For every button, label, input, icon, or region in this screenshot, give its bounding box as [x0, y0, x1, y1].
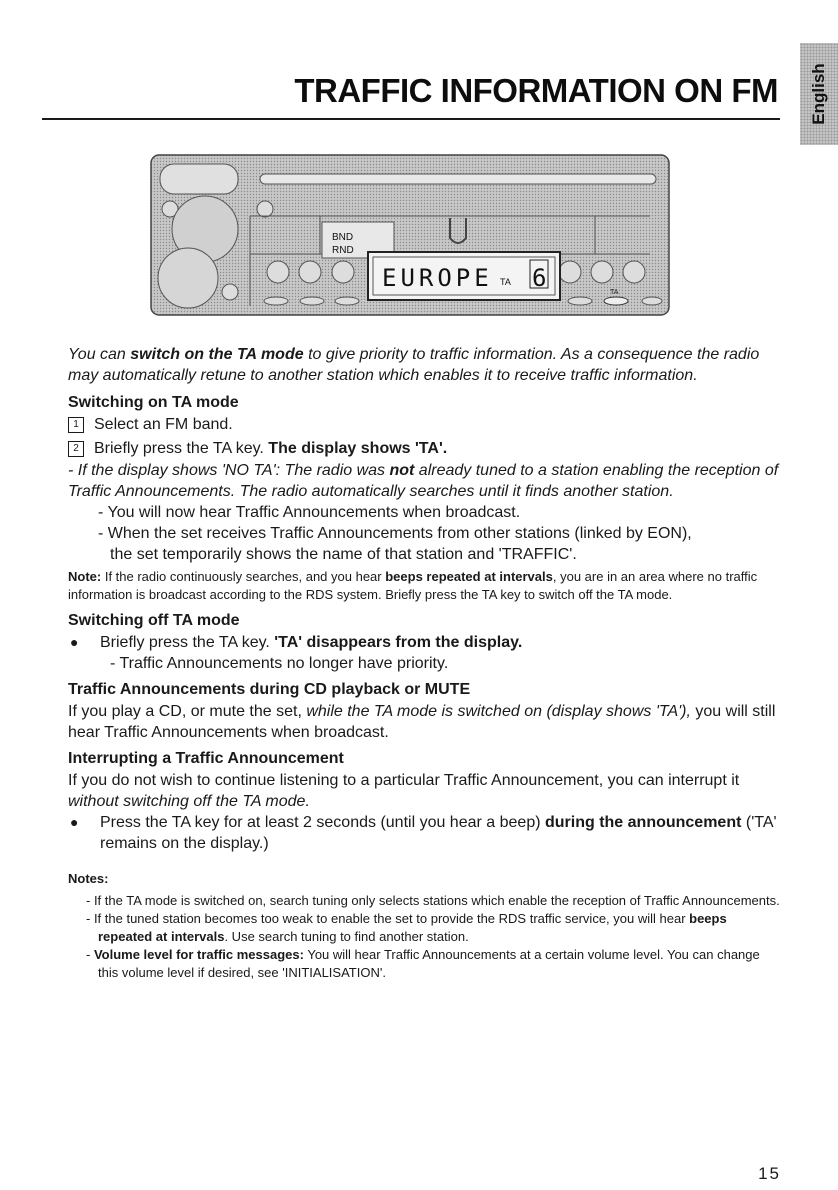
language-tab	[800, 43, 838, 145]
notes-heading: Notes:	[68, 871, 109, 886]
cd-mute-paragraph: If you play a CD, or mute the set, while the TA mode is switched on (display shows 'TA'), you will still hear Traffic Announcements when broadcast.	[68, 703, 776, 741]
rnd-label: RND	[332, 245, 354, 256]
note-paragraph: Note: If the radio continuously searches, and you hear beeps repeated at intervals, you are in an area where no traffic information is broadcast according to the RDS system. Briefly press the TA key to switch off the TA mode.	[68, 569, 758, 602]
intro-paragraph: You can switch on the TA mode to give priority to traffic information. As a consequence the radio may automatically retune to another station which enables it to receive traffic information.	[68, 346, 760, 384]
dash-item-eon-cont: the set temporarily shows the name of that station and 'TRAFFIC'.	[110, 546, 577, 563]
radio-illustration	[150, 154, 670, 316]
note-item-volume: - Volume level for traffic messages: You will hear Traffic Announcements at a certain volume level. You can change this volume level if desired, see 'INITIALISATION'.	[86, 947, 760, 980]
dash-item-no-priority: - Traffic Announcements no longer have priority.	[110, 655, 449, 672]
bullet-switch-off: ● Briefly press the TA key. 'TA' disappears from the display.	[70, 634, 523, 651]
cd-slot	[260, 174, 656, 184]
bnd-label: BND	[332, 232, 354, 243]
section-heading-interrupting: Interrupting a Traffic Announcement	[68, 750, 344, 767]
interrupting-paragraph: If you do not wish to continue listening to a particular Traffic Announcement, you can interrupt it without switching off the TA mode.	[68, 772, 740, 810]
no-ta-paragraph: - If the display shows 'NO TA': The radio was not already tuned to a station enabling the reception of Traffic Announcements. The radio automatically searches until it finds another station.	[68, 462, 779, 500]
title-rule	[42, 118, 780, 120]
dash-item-hear: - You will now hear Traffic Announcements when broadcast.	[98, 504, 521, 521]
ta-key	[604, 297, 628, 305]
bullet-interrupt: ● Press the TA key for at least 2 seconds (until you hear a beep) during the announcement ('TA' remains on the display.)	[70, 814, 777, 852]
language-tab-label: English	[809, 63, 828, 125]
ta-key-label: TA	[610, 289, 619, 296]
step-2: 2 Briefly press the TA key. The display shows 'TA'.	[68, 438, 780, 460]
section-heading-cd-mute: Traffic Announcements during CD playback or MUTE	[68, 681, 471, 698]
preset-digit: 6	[532, 264, 551, 292]
volume-knob	[158, 248, 218, 308]
step-1: 1 Select an FM band.	[68, 414, 780, 436]
lcd-text: EUROPE	[382, 264, 493, 292]
content	[68, 344, 780, 982]
note-item-weak-station: - If the tuned station becomes too weak to enable the set to provide the RDS traffic service, you will hear beeps repeated at intervals. Use search tuning to find another station.	[86, 911, 727, 944]
page-title: TRAFFIC INFORMATION ON FM	[294, 72, 778, 109]
dash-item-eon: - When the set receives Traffic Announcements from other stations (linked by EON),	[98, 525, 692, 542]
section-heading-switching-off: Switching off TA mode	[68, 612, 240, 629]
section-heading-switching-on: Switching on TA mode	[68, 394, 239, 411]
ta-indicator: TA	[500, 277, 511, 287]
page-number: 15	[758, 1164, 781, 1183]
note-item-search: - If the TA mode is switched on, search tuning only selects stations which enable the reception of Traffic Announcements.	[86, 893, 780, 908]
